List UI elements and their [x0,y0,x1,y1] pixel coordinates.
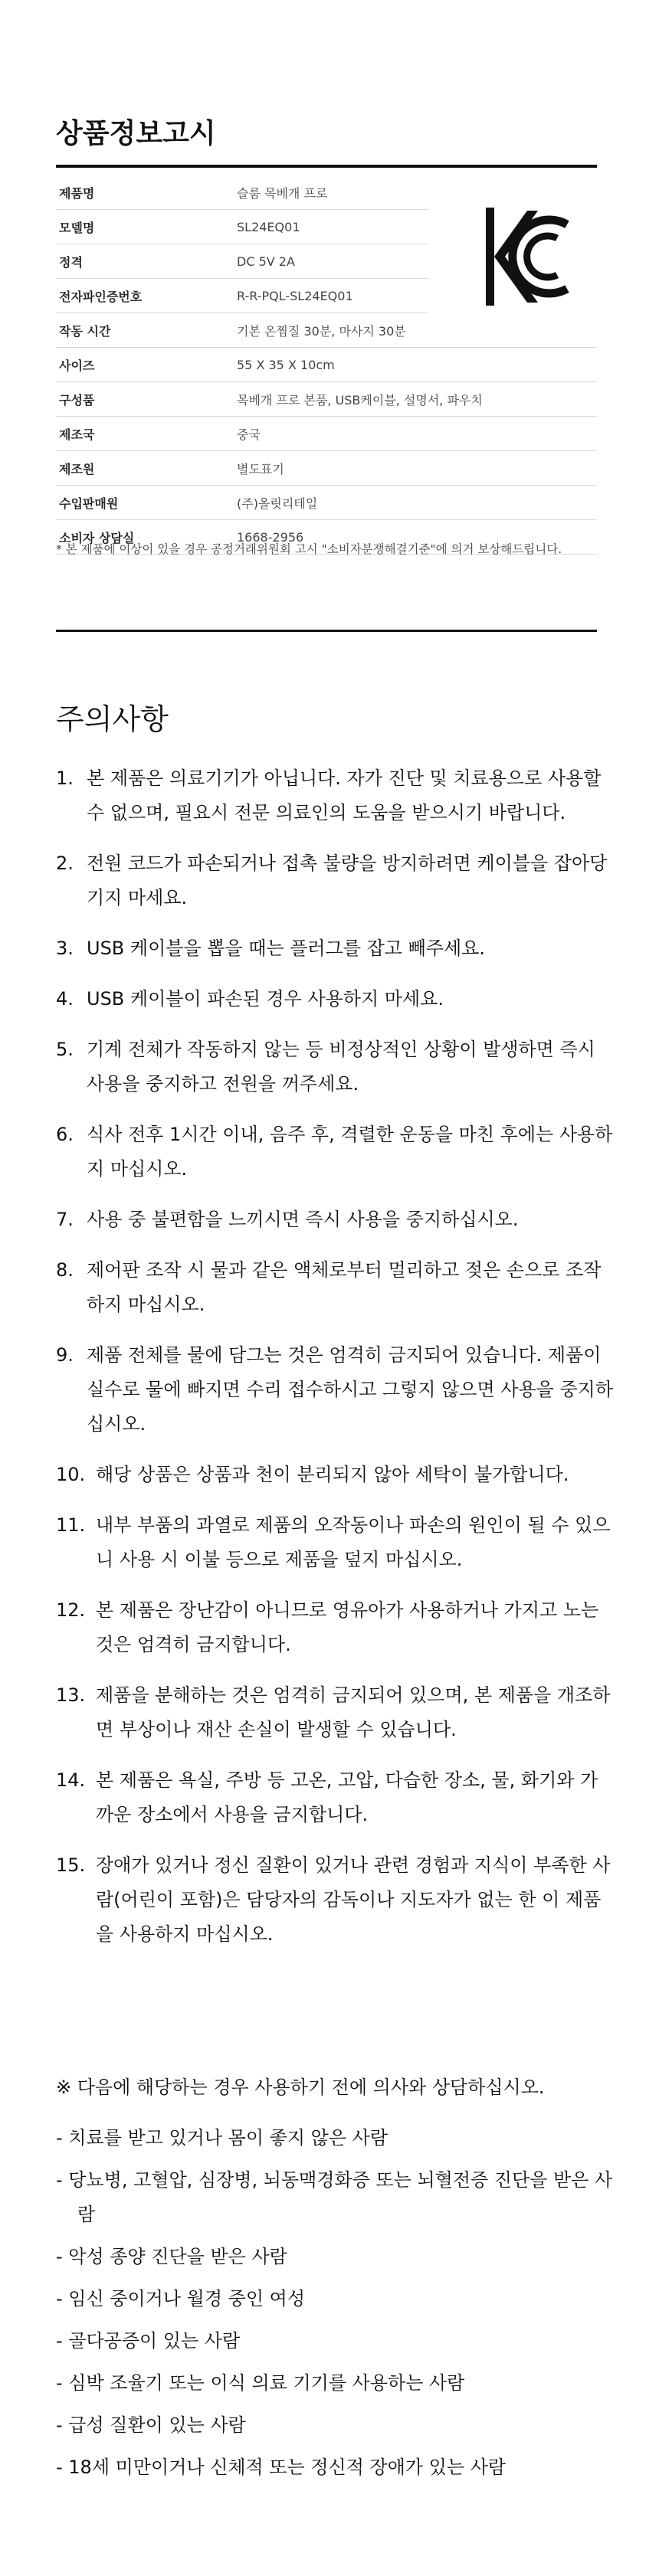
row-label: 제품명 [59,185,95,201]
item-text: 식사 전후 1시간 이내, 음주 후, 격렬한 운동을 마친 후에는 사용하지 마십시오. [87,1124,613,1180]
row-value: 중국 [237,427,261,442]
row-value: 1668-2956 [237,529,304,545]
list-item: - 급성 질환이 있는 사람 [56,2414,246,2436]
caution-item [56,982,615,1016]
table-row [56,417,597,451]
table-row [56,175,428,210]
table-row [56,244,428,279]
row-label: 작동 시간 [59,323,111,339]
caution-item [56,1458,615,1492]
row-value: 기본 온찜질 30분, 마사지 30분 [237,323,406,339]
item-number: 15. [56,1854,86,1876]
caution-item [56,931,615,966]
caution-item [56,1763,615,1832]
item-number: 10. [56,1464,86,1485]
product-info-title: 상품정보고시 [56,118,216,149]
item-number: 7. [56,1209,74,1230]
item-text: 장애가 있거나 정신 질환이 있거나 관련 경험과 지식이 부족한 사람(어린이 포함)은 담당자의 감독이나 지도자가 없는 한 이 제품을 사용하지 마십시오. [96,1854,611,1945]
item-text: 사용 중 불편함을 느끼시면 즉시 사용을 중지하십시오. [87,1209,519,1230]
item-number: 11. [56,1514,86,1536]
row-value: SL24EQ01 [237,219,300,234]
caution-item [56,1508,615,1577]
item-number: 9. [56,1344,74,1366]
row-value: (주)올릿리테일 [237,496,318,511]
item-number: 5. [56,1039,74,1060]
caution-item [56,1848,615,1952]
item-text: 본 제품은 의료기기가 아닙니다. 자가 진단 및 치료용으로 사용할 수 없으며, 필요시 전문 의료인의 도움을 받으시기 바랍니다. [87,768,602,823]
item-text: USB 케이블이 파손된 경우 사용하지 마세요. [87,988,444,1010]
list-item: - 임신 중이거나 월경 중인 여성 [56,2288,306,2309]
list-item: - 당뇨병, 고혈압, 심장병, 뇌동맥경화증 또는 뇌혈전증 진단을 받은 사람 [56,2169,613,2225]
kc-certification-icon [480,203,573,310]
table-row [56,486,597,520]
table-row [56,382,597,417]
row-value: 슬룸 목베개 프로 [237,185,328,201]
row-value: R-R-PQL-SL24EQ01 [237,288,353,303]
caution-item [56,1033,615,1101]
item-text: 내부 부품의 과열로 제품의 오작동이나 파손의 원인이 될 수 있으니 사용 시 이불 등으로 제품을 덮지 마십시오. [96,1514,611,1570]
item-number: 13. [56,1684,86,1706]
item-text: 본 제품은 장난감이 아니므로 영유아가 사용하거나 가지고 노는 것은 엄격히 금지합니다. [96,1599,599,1655]
caution-item [56,1338,615,1442]
cautions-title: 주의사항 [56,702,169,736]
section-divider [56,630,597,632]
item-text: USB 케이블을 뽑을 때는 플러그를 잡고 빼주세요. [87,938,485,959]
item-number: 14. [56,1769,86,1791]
caution-item [56,1678,615,1747]
compensation-footnote: * 본 제품에 이상이 있을 경우 공정거래위원회 고시 "소비자분쟁해결기준"에 의거 보상해드립니다. [56,542,562,556]
item-number: 2. [56,853,74,874]
list-item: - 18세 미만이거나 신체적 또는 정신적 장애가 있는 사람 [56,2457,507,2478]
item-text: 제어판 조작 시 물과 같은 액체로부터 멀리하고 젖은 손으로 조작하지 마십시오. [87,1259,602,1315]
item-number: 12. [56,1599,86,1621]
row-label: 소비자 상담실 [59,530,135,545]
row-label: 사이즈 [59,358,95,373]
row-label: 수입판매원 [59,496,119,511]
caution-item [56,761,615,830]
item-text: 본 제품은 욕실, 주방 등 고온, 고압, 다습한 장소, 물, 화기와 가까운 장소에서 사용을 금지합니다. [96,1769,598,1825]
table-row [56,313,597,348]
caution-item [56,1253,615,1322]
list-item: - 악성 종양 진단을 받은 사람 [56,2246,287,2267]
caution-item [56,1203,615,1237]
row-value: DC 5V 2A [237,254,295,269]
title-divider [56,165,597,168]
item-text: 해당 상품은 상품과 천이 분리되지 않아 세탁이 불가합니다. [96,1464,569,1485]
list-item: - 치료를 받고 있거나 몸이 좋지 않은 사람 [56,2127,389,2149]
list-item: - 골다공증이 있는 사람 [56,2330,241,2352]
item-number: 1. [56,768,74,789]
row-label: 정격 [59,254,83,270]
caution-item [56,1593,615,1662]
item-number: 4. [56,988,74,1010]
doctor-consult-note: ※ 다음에 해당하는 경우 사용하기 전에 의사와 상담하십시오. [56,2077,545,2098]
item-number: 6. [56,1124,74,1145]
item-number: 3. [56,938,74,959]
condition-list [56,2121,623,2493]
row-value: 별도표기 [237,461,284,476]
item-text: 제품을 분해하는 것은 엄격히 금지되어 있으며, 본 제품을 개조하면 부상이나 재산 손실이 발생할 수 있습니다. [96,1684,611,1740]
caution-list [56,761,615,1968]
caution-item [56,1118,615,1187]
table-row [56,348,597,382]
table-row [56,451,597,486]
row-label: 모델명 [59,220,95,235]
row-label: 전자파인증번호 [59,289,143,304]
product-info-table [56,175,483,555]
row-label: 제조국 [59,427,95,442]
list-item: - 심박 조율기 또는 이식 의료 기기를 사용하는 사람 [56,2372,465,2394]
table-row [56,279,428,313]
row-value: 목베개 프로 본품, USB케이블, 설명서, 파우치 [237,392,483,408]
item-number: 8. [56,1259,74,1281]
item-text: 전원 코드가 파손되거나 접촉 불량을 방지하려면 케이블을 잡아당기지 마세요. [87,853,608,908]
row-label: 제조원 [59,461,95,476]
item-text: 기계 전체가 작동하지 않는 등 비정상적인 상황이 발생하면 즉시 사용을 중지하고 전원을 꺼주세요. [87,1039,595,1095]
table-row [56,210,428,244]
row-value: 55 X 35 X 10cm [237,357,335,372]
item-text: 제품 전체를 물에 담그는 것은 엄격히 금지되어 있습니다. 제품이 실수로 물에 빠지면 수리 접수하시고 그렇지 않으면 사용을 중지하십시오. [87,1344,613,1435]
row-label: 구성품 [59,392,95,408]
caution-item [56,846,615,915]
